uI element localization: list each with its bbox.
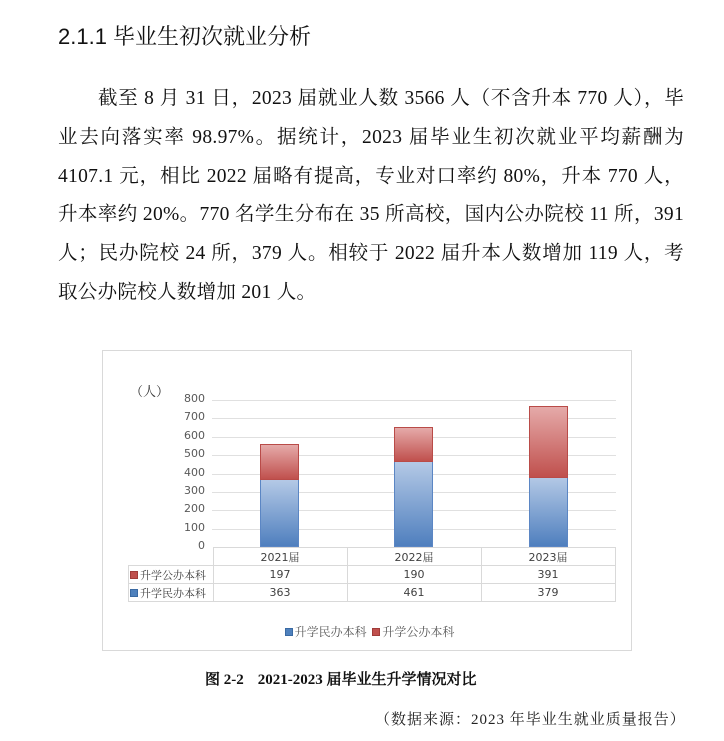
y-tick-label: 0	[198, 539, 205, 552]
public-swatch-icon	[130, 571, 138, 579]
table-cell: 391	[481, 566, 615, 584]
y-tick-label: 500	[184, 447, 205, 460]
data-table-row-public	[129, 566, 616, 584]
data-table-row-private	[129, 584, 616, 602]
figure-number: 图 2-2	[205, 672, 244, 688]
chart-legend	[0, 623, 724, 640]
bar-segment	[394, 462, 433, 547]
bar-segment	[394, 427, 433, 462]
y-tick-label: 800	[184, 392, 205, 405]
y-tick-label: 400	[184, 466, 205, 479]
table-cell: 363	[213, 584, 347, 602]
row-label: 升学民办本科	[140, 586, 206, 600]
data-source-note: （数据来源：2023 年毕业生就业质量报告）	[375, 712, 686, 728]
chart-data-table	[128, 547, 616, 602]
figure-caption	[205, 668, 477, 689]
private-swatch-icon	[285, 628, 293, 636]
figure-title: 2021-2023 届毕业生升学情况对比	[257, 672, 477, 688]
table-cell: 190	[347, 566, 481, 584]
data-table-header-row	[129, 548, 616, 566]
private-swatch-icon	[130, 589, 138, 597]
bar-segment	[529, 406, 568, 478]
category-label: 2023届	[481, 548, 615, 566]
y-tick-label: 700	[184, 410, 205, 423]
category-label: 2021届	[213, 548, 347, 566]
y-axis-unit-label: （人）	[130, 385, 170, 400]
legend-item-private: 升学民办本科	[285, 623, 367, 640]
bar-segment	[260, 444, 299, 480]
legend-item-public: 升学公办本科	[372, 623, 454, 640]
table-cell: 379	[481, 584, 615, 602]
bar-segment	[529, 477, 568, 547]
y-tick-label: 600	[184, 429, 205, 442]
table-cell: 461	[347, 584, 481, 602]
y-tick-label: 100	[184, 521, 205, 534]
row-label: 升学公办本科	[140, 568, 206, 582]
table-cell: 197	[213, 566, 347, 584]
section-heading: 2.1.1 毕业生初次就业分析	[58, 24, 312, 49]
body-paragraph: 截至 8 月 31 日，2023 届就业人数 3566 人（不含升本 770 人），毕业去向落实率 98.97%。据统计，2023 届毕业生初次就业平均薪酬为 4107.1 元，相比 2022 届略有提高，专业对口率约 80%，升本 770 人，升本率约 20%。770 名学生分布在 35 所高校，国内公办院校 11 所，391 人；民办院校 24 所，379 人。相较于 2022 届升本人数增加 119 人，考取公办院校人数增加 201 人。	[58, 88, 684, 303]
bar-segment	[260, 480, 299, 547]
gridline	[212, 400, 616, 401]
category-label: 2022届	[347, 548, 481, 566]
public-swatch-icon	[372, 628, 380, 636]
y-tick-label: 300	[184, 484, 205, 497]
y-tick-label: 200	[184, 502, 205, 515]
